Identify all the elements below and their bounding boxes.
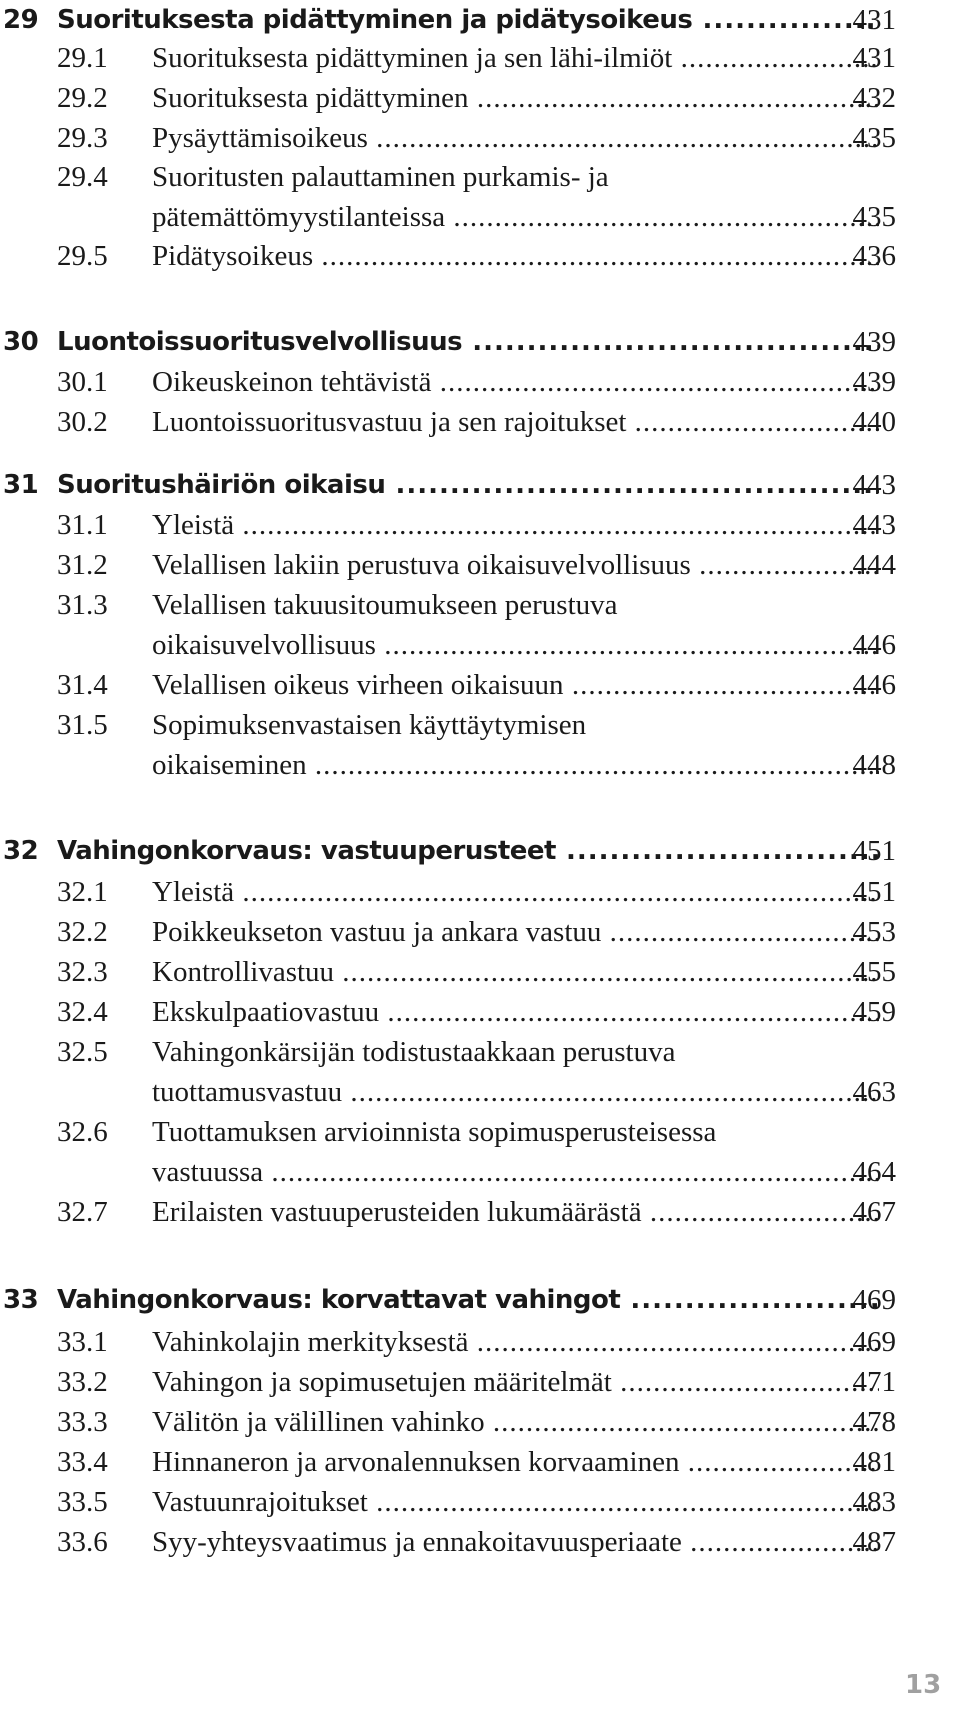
section-title: Tuottamuksen arvioinnista sopimusperusteisessa — [152, 1116, 717, 1148]
section-number: 32.4 — [57, 996, 108, 1028]
page-number: 481 — [852, 1446, 896, 1478]
section-number: 33.1 — [57, 1326, 108, 1358]
section-number: 31.3 — [57, 589, 108, 621]
section-title: Vahingonkärsijän todistustaakkaan perustuva — [152, 1036, 676, 1068]
section-title: Suorituksesta pidättyminen ..... — [152, 78, 879, 118]
section-number: 33.5 — [57, 1486, 108, 1518]
section-number: 32.6 — [57, 1116, 108, 1148]
chapter-number: 29 — [3, 5, 39, 35]
section-title: Velallisen oikeus virheen oikaisuun ..... — [152, 665, 879, 705]
section-number: 31.1 — [57, 509, 108, 541]
chapter-number: 31 — [3, 470, 39, 500]
page-number: 453 — [852, 916, 896, 948]
page-number: 478 — [852, 1406, 896, 1438]
page-number: 469 — [852, 1326, 896, 1358]
section-title-continued: pätemättömyystilanteissa ..... — [152, 197, 879, 237]
page-number: 443 — [852, 509, 896, 541]
toc-section[interactable] — [0, 157, 960, 237]
page-number: 443 — [852, 469, 896, 501]
section-title: Pidätysoikeus ..... — [152, 236, 879, 276]
page-number: 436 — [852, 240, 896, 272]
section-title: Vastuunrajoitukset ..... — [152, 1482, 879, 1522]
page-number: 451 — [852, 835, 896, 867]
page-number: 451 — [852, 876, 896, 908]
page-number: 446 — [852, 629, 896, 661]
page-number: 432 — [852, 82, 896, 114]
chapter-title: Suorituksesta pidättyminen ja pidätysoikeus ..... — [57, 3, 879, 37]
toc-section[interactable] — [0, 1032, 960, 1112]
folio-page-number: 13 — [905, 1670, 942, 1700]
section-number: 31.5 — [57, 709, 108, 741]
chapter-number: 33 — [3, 1285, 39, 1315]
page-number: 435 — [852, 122, 896, 154]
page-number: 448 — [852, 749, 896, 781]
page-number: 469 — [852, 1284, 896, 1316]
section-title: Sopimuksenvastaisen käyttäytymisen — [152, 709, 587, 741]
page-number: 467 — [852, 1196, 896, 1228]
section-title: Vahingon ja sopimusetujen määritelmät ..... — [152, 1362, 879, 1402]
section-title-continued: oikaiseminen ..... — [152, 745, 879, 785]
section-number: 29.3 — [57, 122, 108, 154]
section-number: 29.5 — [57, 240, 108, 272]
page-number: 431 — [852, 4, 896, 36]
section-number: 29.4 — [57, 161, 108, 193]
page-number: 435 — [852, 201, 896, 233]
section-title: Erilaisten vastuuperusteiden lukumäärästä ..... — [152, 1192, 879, 1232]
section-number: 31.4 — [57, 669, 108, 701]
chapter-title: Vahingonkorvaus: korvattavat vahingot ..... — [57, 1283, 879, 1317]
chapter-number: 32 — [3, 836, 39, 866]
section-title: Yleistä ..... — [152, 505, 879, 545]
section-title: Oikeuskeinon tehtävistä ..... — [152, 362, 879, 402]
section-title: Hinnaneron ja arvonalennuksen korvaaminen ..... — [152, 1442, 879, 1482]
toc-section[interactable] — [0, 1112, 960, 1192]
page-number: 439 — [852, 326, 896, 358]
page-number: 431 — [852, 42, 896, 74]
chapter-title: Luontoissuoritusvelvollisuus ..... — [57, 325, 879, 359]
page-number: 483 — [852, 1486, 896, 1518]
page-number: 459 — [852, 996, 896, 1028]
chapter-title: Vahingonkorvaus: vastuuperusteet ..... — [57, 834, 879, 868]
page-number: 463 — [852, 1076, 896, 1108]
section-number: 32.1 — [57, 876, 108, 908]
section-title: Suorituksesta pidättyminen ja sen lähi-ilmiöt ..... — [152, 38, 879, 78]
section-title: Syy-yhteysvaatimus ja ennakoitavuusperiaate ..... — [152, 1522, 879, 1562]
section-number: 31.2 — [57, 549, 108, 581]
section-title: Velallisen takuusitoumukseen perustuva — [152, 589, 618, 621]
section-number: 32.2 — [57, 916, 108, 948]
chapter-title: Suoritushäiriön oikaisu ..... — [57, 468, 879, 502]
page-number: 446 — [852, 669, 896, 701]
toc-section[interactable] — [0, 585, 960, 665]
page-number: 444 — [852, 549, 896, 581]
page-number: 440 — [852, 406, 896, 438]
section-title: Ekskulpaatiovastuu ..... — [152, 992, 879, 1032]
section-title: Kontrollivastuu ..... — [152, 952, 879, 992]
chapter-number: 30 — [3, 327, 39, 357]
page-number: 471 — [852, 1366, 896, 1398]
section-title-continued: tuottamusvastuu ..... — [152, 1072, 879, 1112]
page-number: 439 — [852, 366, 896, 398]
page-number: 455 — [852, 956, 896, 988]
section-title: Luontoissuoritusvastuu ja sen rajoitukset ..... — [152, 402, 879, 442]
section-title: Poikkeukseton vastuu ja ankara vastuu ..... — [152, 912, 879, 952]
section-number: 33.4 — [57, 1446, 108, 1478]
section-number: 33.2 — [57, 1366, 108, 1398]
section-title: Velallisen lakiin perustuva oikaisuvelvollisuus ..... — [152, 545, 879, 585]
section-title: Vahinkolajin merkityksestä ..... — [152, 1322, 879, 1362]
section-number: 30.2 — [57, 406, 108, 438]
section-title-continued: oikaisuvelvollisuus ..... — [152, 625, 879, 665]
section-number: 30.1 — [57, 366, 108, 398]
section-number: 32.7 — [57, 1196, 108, 1228]
section-title: Pysäyttämisoikeus ..... — [152, 118, 879, 158]
section-title-continued: vastuussa ..... — [152, 1152, 879, 1192]
section-number: 32.5 — [57, 1036, 108, 1068]
toc-section[interactable] — [0, 705, 960, 785]
section-number: 32.3 — [57, 956, 108, 988]
page-number: 464 — [852, 1156, 896, 1188]
section-title: Yleistä ..... — [152, 872, 879, 912]
section-title: Välitön ja välillinen vahinko ..... — [152, 1402, 879, 1442]
section-number: 33.6 — [57, 1526, 108, 1558]
section-number: 29.1 — [57, 42, 108, 74]
section-title: Suoritusten palauttaminen purkamis- ja — [152, 161, 609, 193]
page-number: 487 — [852, 1526, 896, 1558]
section-number: 29.2 — [57, 82, 108, 114]
section-number: 33.3 — [57, 1406, 108, 1438]
